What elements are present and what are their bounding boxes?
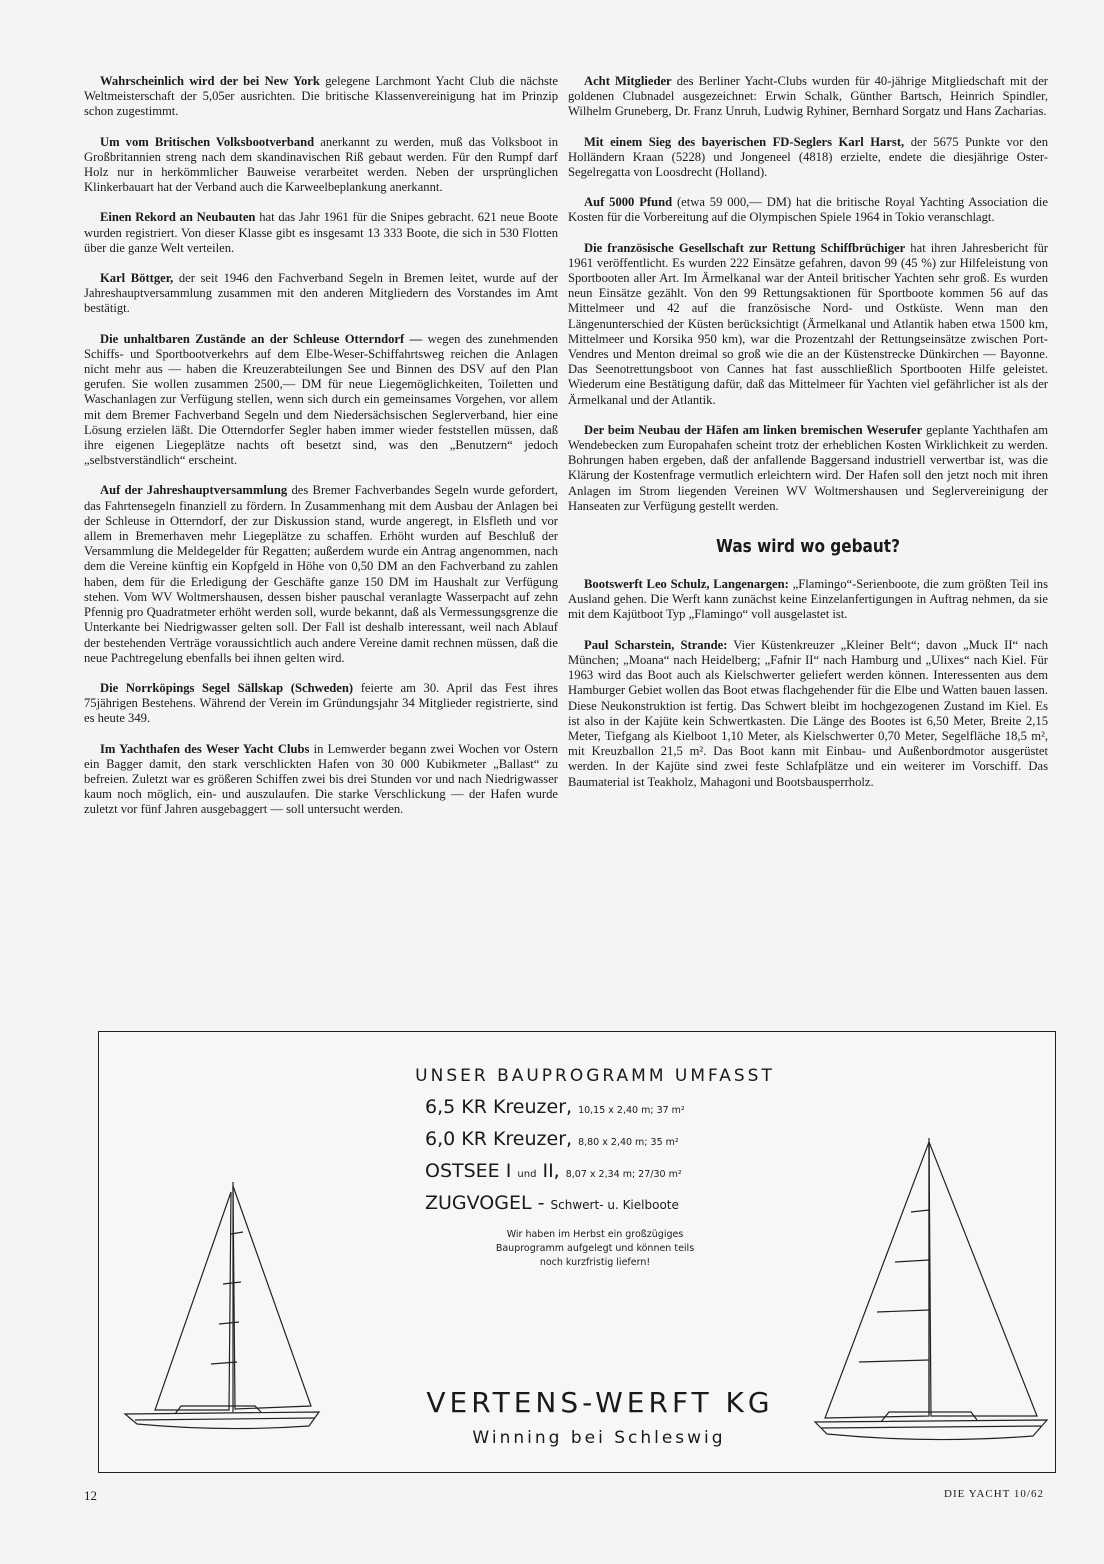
ad-headline: UNSER BAUPROGRAMM UMFASST [415, 1066, 775, 1086]
page-number: 12 [84, 1488, 97, 1503]
article-paragraph: Einen Rekord an Neubauten hat das Jahr 1961 für die Snipes gebracht. 621 neue Boote wurden registriert. Von dieser Klasse gibt es insgesamt 13 333 Boote, die sich in 530 Flotten über die ganze Welt verteilen. [84, 210, 558, 255]
article-paragraph: Im Yachthafen des Weser Yacht Clubs in Lemwerder begann zwei Wochen vor Ostern ein Bagger damit, den stark verschlickten Hafen von 30 000 Kubikmeter „Ballast“ zu befreien. Zuletzt war es größeren Schiffen zwei bis drei Stunden vor und nach Niedrigwasser kaum noch möglich, ein- und auszulaufen. Die starke Verschlickung — der Hafen wurde zuletzt vor fünf Jahren ausgebaggert — soll untersucht werden. [84, 741, 558, 817]
article-paragraph: Mit einem Sieg des bayerischen FD-Seglers Karl Harst, der 5675 Punkte vor den Holländern Kraan (5228) und Jongeneel (4818) erzielte, endete die diesjährige Oster-Segelregatta von Loosdrecht (Holland). [568, 134, 1048, 180]
ad-center-text [385, 1066, 805, 1270]
article-paragraph: Die Norrköpings Segel Sällskap (Schweden) feierte am 30. April das Fest ihres 75jährigen Bestehens. Während der Verein im Gründungsjahr 34 Mitglieder registrierte, sind es heute 349. [84, 680, 558, 726]
ad-model: OSTSEE I und II, 8,07 x 2,34 m; 27/30 m² [425, 1160, 682, 1182]
article-paragraph: Um vom Britischen Volksbootverband anerkannt zu werden, muß das Volksboot in Großbritannien streng nach dem skandinavischen Riß gebaut werden. Für den Rumpf darf Holz nur in herkömmlicher Bauweise verarbeitet werden. Neben der ursprünglichen Klinkerbauart hat der Verband auch die Karweelbeplankung anerkannt. [84, 134, 559, 195]
article-columns [84, 74, 1048, 833]
ad-company-location: Winning bei Schleswig [472, 1428, 726, 1448]
section-item: Paul Scharstein, Strande: Vier Küstenkreuzer „Kleiner Belt“; davon „Muck II“ nach München; „Moana“ nach Heidelberg; „Fafnir II“ nach Hamburg und „Ulixes“ nach Kiel. Für 1963 wird das Boot auch als Kielschwerter geliefert werden können. Interessenten aus dem Hamburger Gebiet wollen das Boot etwas flachgehender für die Elbe und Watten bauen lassen. Diese Neukonstruktion ist fertig. Das Schwert bleibt im hochgezogenen Zustand im Kiel. Es ist also in der Kajüte kein Schwertkasten. Die Länge des Bootes ist 6,50 Meter, Breite 2,15 Meter, Tiefgang als Kielboot 1,10 Meter, als Kielschwerter 0,70 Meter, Segelfläche 18,5 m², mit Kreuzballon 21,5 m². Das Boot kann mit Einbau- und Außenbordmotor ausgerüstet werden. In der Kajüte sind zwei feste Schlafplätze und ein weiterer im Vorschiff. Das Baumaterial ist Teakholz, Mahagoni und Bootsbausperrholz. [568, 637, 1048, 789]
ad-model: 6,5 KR Kreuzer, 10,15 x 2,40 m; 37 m² [425, 1096, 685, 1118]
sailboat-side-view-icon [115, 1174, 325, 1454]
ad-model: ZUGVOGEL - Schwert- u. Kielboote [425, 1192, 679, 1214]
article-paragraph: Auf 5000 Pfund (etwa 59 000,— DM) hat die britische Royal Yachting Association die Kosten für die Vorbereitung auf die Olympischen Spiele 1964 in Tokio veranschlagt. [568, 195, 1048, 225]
advertisement-box [98, 1031, 1056, 1473]
ad-company-name: VERTENS-WERFT KG [426, 1386, 774, 1419]
sailboat-rigging-view-icon [811, 1132, 1051, 1458]
right-column [568, 74, 1048, 833]
article-paragraph: Die unhaltbaren Zustände an der Schleuse Otterndorf — wegen des zunehmenden Schiffs- und Sportbootverkehrs auf dem Elbe-Weser-Schiffahrtsweg reichen die Anlagen nicht mehr aus — haben die Kreuzerabteilungen See und Binnen des DSV auf den Plan gerufen. Sie wollen zusammen 2500,— DM für neue Liegemöglichkeiten, Toiletten und Waschanlagen zur Verfügung stellen, wenn sich durch ein gemeinsames Vorgehen, vor allem mit dem Bremer Fachverband Segeln und dem Niedersächsischen Seglerverband, hier eine Lösung erzielen läßt. Die Otterndorfer Segler haben immer wieder feststellen müssen, daß ihre eigenen Liegeplätze nachts oft besetzt sind, was den „Benutzern“ jedoch „selbstverständlich“ erscheint. [84, 331, 559, 468]
article-paragraph: Wahrscheinlich wird der bei New York gelegene Larchmont Yacht Club die nächste Weltmeisterschaft der 5,05er ausrichten. Die britische Klassenvereinigung hat im Prinzip schon zugestimmt. [84, 74, 558, 119]
article-paragraph: Karl Böttger, der seit 1946 den Fachverband Segeln in Bremen leitet, wurde auf der Jahreshauptversammlung zusammen mit den anderen Mitgliedern des Vorstandes im Amt bestätigt. [84, 271, 558, 316]
section-heading: Was wird wo gebaut? [716, 536, 900, 558]
left-column [84, 74, 558, 833]
magazine-issue: DIE YACHT 10/62 [944, 1488, 1044, 1500]
section-item: Bootswerft Leo Schulz, Langenargen: „Flamingo“-Serienboote, die zum größten Teil ins Ausland gehen. Die Werft kann zunächst keine Einzelanfertigungen in Auftrag nehmen, da sie mit dem Kajütboot Typ „Flamingo“ voll ausgelastet ist. [568, 577, 1048, 622]
ad-model: 6,0 KR Kreuzer, 8,80 x 2,40 m; 35 m² [425, 1128, 679, 1150]
article-paragraph: Der beim Neubau der Häfen am linken bremischen Weserufer geplante Yachthafen am Wendebecken zum Europahafen scheint trotz der erheblichen Kosten Wirklichkeit zu werden. Bohrungen haben ergeben, daß der anfallende Baggersand industriell verwertbar ist, was die Klärung der Kostenfrage vermutlich erleichtern wird. Der Hafen soll den jetzt noch mit ihren Anlagen im Strom liegenden Vereinen WV Woltmershausen und Seglervereinigung der Hanseaten zur Verfügung gestellt werden. [568, 422, 1049, 513]
article-paragraph: Die französische Gesellschaft zur Rettung Schiffbrüchiger hat ihren Jahresbericht für 1961 veröffentlicht. Es wurden 222 Einsätze gefahren, davon 99 (45 %) zur Hilfeleistung von Sportbooten aller Art. Im Ärmelkanal war der Anteil britischer Yachten sehr groß. Es wurden neun Einsätze gezählt. Von den 99 Rettungsaktionen für Sportboote kommen 56 auf das Mittelmeer und 42 auf die französische Nord- und Ostküste. Wenn man den Längenunterschied der Küsten berücksichtigt (Ärmelkanal und Atlantik haben etwa 1500 km, Mittelmeer und Korsika 950 km), war die Prozentzahl der Rettungseinsätze zwischen Port-Vendres und Menton dreimal so groß wie die an der Küstenstrecke Dünkirchen — Bayonne. Das Seenotrettungsboot von Cannes hat fast ausschließlich Sportbooten Hilfe geleistet. Wiederum eine Bestätigung dafür, daß das Mittelmeer für Yachten viel gefährlicher ist als der Ärmelkanal und der Atlantik. [568, 240, 1048, 407]
article-paragraph: Acht Mitglieder des Berliner Yacht-Clubs wurden für 40-jährige Mitgliedschaft mit der goldenen Clubnadel ausgezeichnet: Erwin Schalk, Günther Bartsch, Heinrich Spindler, Wilhelm Gruneberg, Dr. Franz Unruh, Ludwig Ryhiner, Bernhard Sorgatz und Hans Zacharias. [568, 74, 1048, 119]
article-paragraph: Auf der Jahreshauptversammlung des Bremer Fachverbandes Segeln wurde gefordert, das Fahrtensegeln finanziell zu fördern. In Zusammenhang mit dem Ausbau der Anlagen bei der Schleuse in Otterndorf, der zur Diskussion stand, wurde angeregt, in Elsfleth und vor allem in Bremerhaven mehr Liegeplätze zu schaffen. Erhöht wurden auf Beschluß der Versammlung die Meldegelder für Regatten; außerdem wurde ein Antrag angenommen, nach dem die Vereine künftig ein Kopfgeld in Höhe von 0,50 DM an den Fachverband zu zahlen haben, dem für die Erledigung der Geschäfte ganze 150 DM im Haushalt zur Verfügung stehen. Vom WV Woltmershausen, dessen bisher pauschal veranlagte Wasserpacht auf zehn Pfennig pro Quadratmeter erhöht werden soll, wurde bekannt, daß als Vermessungsgrenze die Unterkante bei Niedrigwasser gelten soll. Der Fall ist deshalb interessant, weil nach Ablauf der bestehenden Verträge voraussichtlich auch andere Vereine damit rechnen müssen, daß die neue Pachtregelung ebenfalls bei ihnen gelten wird. [84, 483, 558, 665]
ad-note: Wir haben im Herbst ein großzügiges Bauprogramm aufgelegt und können teils noch kurzfristig liefern! [495, 1229, 695, 1268]
